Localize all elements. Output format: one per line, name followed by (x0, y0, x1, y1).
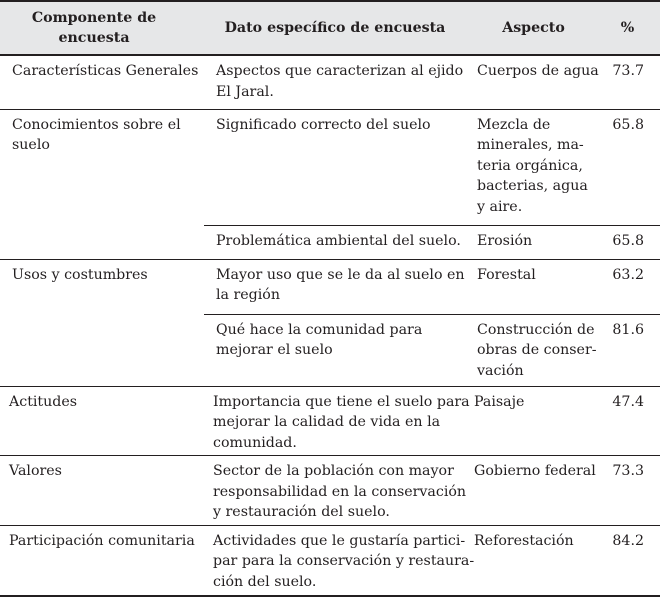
cell-dato (204, 314, 466, 386)
cell-percent: 65.8 (601, 225, 660, 259)
header-componente-line-2: de encuesta (58, 9, 157, 46)
cell-line: minerales, ma- (477, 137, 584, 153)
cell-line: obras de conser- (477, 342, 597, 358)
cell-componente (0, 109, 204, 259)
table-row (0, 259, 660, 314)
cell-line: Reforestación (474, 532, 574, 549)
cell-line: comunidad. (213, 434, 297, 451)
table-row (0, 109, 660, 225)
cell-line: El Jaral. (216, 83, 274, 100)
cell-componente (0, 386, 204, 456)
header-componente (0, 1, 204, 55)
cell-line: mejorar el suelo (216, 342, 333, 358)
table-body (0, 55, 660, 596)
table-row (0, 386, 660, 456)
cell-line: par para la conservación y restaura- (213, 553, 475, 569)
header-aspecto: Aspecto (466, 1, 601, 55)
table-row (0, 456, 660, 526)
header-percent: % (601, 1, 660, 55)
cell-dato (204, 386, 470, 456)
cell-line: Usos y costumbres (12, 266, 148, 283)
cell-line: Qué hace la comunidad para (216, 321, 423, 338)
cell-line: Actividades que le gustaría partici- (213, 532, 466, 549)
cell-dato (204, 225, 466, 259)
header-componente-line-1: Componente (31, 9, 133, 26)
cell-dato (204, 456, 466, 526)
cell-line: y aire. (477, 198, 523, 215)
cell-aspecto (466, 525, 601, 596)
cell-line: suelo (12, 137, 50, 153)
cell-componente (0, 259, 204, 386)
cell-line: y restauración del suelo. (213, 504, 390, 520)
cell-line: Conocimientos sobre el (12, 116, 181, 133)
cell-line: Mayor uso que se le da al suelo en (216, 266, 465, 283)
cell-componente (0, 55, 204, 109)
cell-line: Importancia que tiene el suelo para (213, 393, 470, 410)
cell-percent: 47.4 (601, 386, 660, 456)
cell-line: Significado correcto del suelo (216, 116, 431, 133)
cell-line: Participación comunitaria (9, 532, 195, 549)
cell-line: ción del suelo. (213, 573, 317, 590)
cell-percent: 63.2 (601, 259, 660, 314)
cell-line: Características Generales (12, 63, 199, 79)
cell-line: Valores (9, 463, 62, 479)
cell-line: Paisaje (474, 393, 525, 410)
cell-line: la región (216, 287, 280, 303)
cell-percent: 65.8 (601, 109, 660, 225)
cell-line: Aspectos que caracterizan al ejido (216, 63, 464, 79)
cell-line: Forestal (477, 266, 536, 283)
cell-line: Erosión (477, 232, 533, 249)
cell-line: responsabilidad en la conservación (213, 483, 467, 500)
cell-dato (204, 55, 466, 109)
cell-aspecto (466, 259, 601, 314)
cell-percent: 73.3 (601, 456, 660, 526)
cell-dato (204, 259, 466, 314)
table-row (0, 525, 660, 596)
cell-aspecto (466, 386, 601, 456)
cell-line: Sector de la población con mayor (213, 463, 454, 479)
cell-componente (0, 456, 204, 526)
cell-line: Actitudes (9, 393, 78, 410)
cell-line: Gobierno federal (474, 463, 596, 479)
cell-line: Mezcla de (477, 116, 551, 133)
cell-percent: 81.6 (601, 314, 660, 386)
cell-aspecto (466, 225, 601, 259)
cell-percent: 84.2 (601, 525, 660, 596)
cell-aspecto (466, 456, 601, 526)
cell-aspecto (466, 109, 601, 225)
cell-line: teria orgánica, (477, 157, 583, 174)
cell-line: Cuerpos de agua (477, 63, 599, 79)
table-row (0, 55, 660, 109)
cell-aspecto (466, 314, 601, 386)
cell-dato (204, 525, 475, 596)
header-row (0, 1, 660, 55)
cell-line: vación (477, 362, 524, 379)
table-header (0, 1, 660, 55)
cell-percent: 73.7 (601, 55, 660, 109)
cell-componente (0, 525, 204, 596)
cell-line: Construcción de (477, 321, 595, 338)
cell-dato (204, 109, 466, 225)
cell-line: bacterias, agua (477, 178, 588, 194)
header-dato: Dato específico de encuesta (204, 1, 466, 55)
cell-line: mejorar la calidad de vida en la (213, 414, 441, 430)
cell-line: Problemática ambiental del suelo. (216, 232, 461, 249)
cell-aspecto (466, 55, 601, 109)
